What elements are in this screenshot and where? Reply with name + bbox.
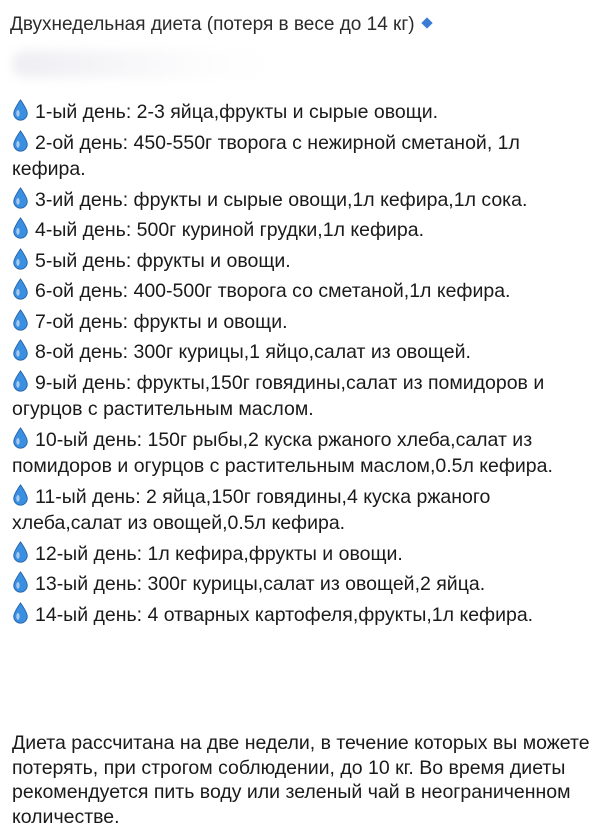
water-drop-icon: [12, 541, 29, 563]
post-title: [10, 12, 590, 38]
diet-summary-note: Диета рассчитана на две недели, в течение которых вы можете потерять, при строгом соблюдении, до 10 кг. Во время диеты рекомендуется пить воду или зеленый чай в неограниченном количестве.: [12, 732, 590, 828]
diamond-icon: [421, 17, 432, 28]
diet-day-text: 9-ый день: фрукты,150г говядины,салат из помидоров и огурцов с растительным маслом.: [12, 371, 545, 420]
diet-day-item: [12, 541, 592, 568]
diet-day-item: [12, 370, 592, 423]
diet-day-text: 7-ой день: фрукты и овощи.: [35, 310, 288, 333]
diet-day-item: [12, 187, 592, 214]
water-drop-icon: [12, 571, 29, 593]
diet-day-item: [12, 484, 592, 537]
diet-day-item: [12, 309, 592, 336]
water-drop-icon: [12, 339, 29, 361]
water-drop-icon: [12, 187, 29, 209]
diet-day-text: 4-ый день: 500г куриной грудки,1л кефира.: [35, 219, 425, 241]
diet-day-item: [12, 278, 592, 305]
diet-day-text: 14-ый день: 4 отварных картофеля,фрукты,1л кефира.: [35, 603, 534, 626]
diet-day-item: [12, 339, 592, 366]
water-drop-icon: [12, 217, 29, 239]
blurred-subtitle: [12, 50, 272, 78]
post-header: [10, 12, 590, 82]
diet-day-item: [12, 130, 592, 183]
diet-day-text: 8-ой день: 300г курицы,1 яйцо,салат из овощей.: [35, 341, 471, 363]
water-drop-icon: [12, 99, 29, 121]
diet-day-item: [12, 427, 592, 480]
diet-day-item: [12, 602, 592, 629]
water-drop-icon: [12, 484, 29, 506]
water-drop-icon: [12, 309, 29, 331]
diet-day-text: 10-ый день: 150г рыбы,2 куска ржаного хлеба,салат из помидоров и огурцов с растительным маслом,0.5л кефира.: [12, 428, 553, 477]
diet-day-text: 11-ый день: 2 яйца,150г говядины,4 куска ржаного хлеба,салат из овощей,0.5л кефира.: [12, 485, 491, 534]
water-drop-icon: [12, 370, 29, 392]
water-drop-icon: [12, 130, 29, 152]
water-drop-icon: [12, 248, 29, 270]
diet-day-text: 12-ый день: 1л кефира,фрукты и овощи.: [35, 542, 403, 565]
diet-day-text: 2-ой день: 450-550г творога с нежирной сметаной, 1л кефира.: [12, 131, 520, 180]
diet-day-item: [12, 571, 592, 598]
diet-day-text: 3-ий день: фрукты и сырые овощи,1л кефира,1л сока.: [35, 188, 528, 211]
water-drop-icon: [12, 427, 29, 449]
diet-day-text: 5-ый день: фрукты и овощи.: [35, 249, 291, 272]
diet-day-text: 13-ый день: 300г курицы,салат из овощей,2 яйца.: [35, 573, 486, 595]
diet-day-item: [12, 217, 592, 244]
diet-day-list: [12, 99, 592, 632]
water-drop-icon: [12, 278, 29, 300]
diet-day-text: 6-ой день: 400-500г творога со сметаной,1л кефира.: [35, 280, 511, 302]
water-drop-icon: [12, 602, 29, 624]
diet-day-text: 1-ый день: 2-3 яйца,фрукты и сырые овощи.: [35, 101, 439, 123]
diet-day-item: [12, 248, 592, 275]
post-title-text: Двухнедельная диета (потеря в весе до 14 кг): [10, 14, 415, 35]
diet-day-item: [12, 99, 592, 126]
